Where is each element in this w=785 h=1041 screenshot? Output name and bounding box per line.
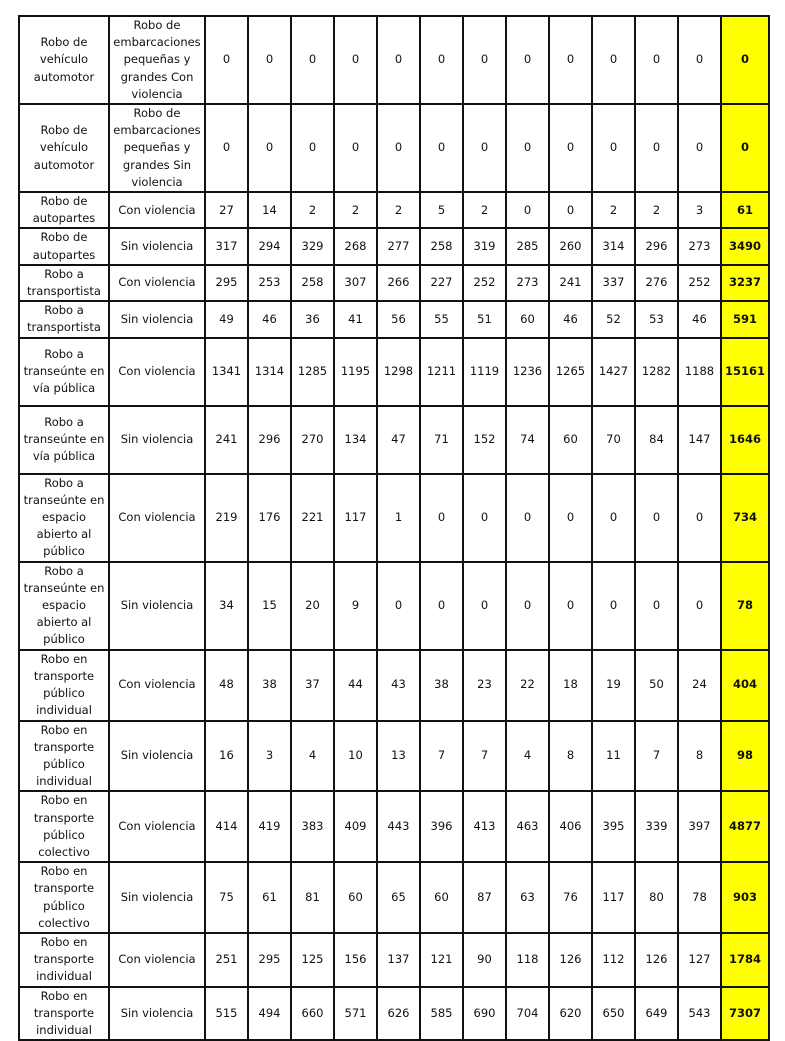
month-value-cell: 0 <box>635 104 678 192</box>
month-value-cell: 0 <box>205 16 248 104</box>
table-row <box>19 791 769 862</box>
month-value-cell: 0 <box>678 474 721 562</box>
month-value-cell: 176 <box>248 474 291 562</box>
month-value-cell: 51 <box>463 301 506 337</box>
month-value-cell: 19 <box>592 650 635 721</box>
month-value-cell: 0 <box>635 562 678 650</box>
annual-total-cell: 98 <box>721 721 769 792</box>
month-value-cell: 118 <box>506 933 549 987</box>
month-value-cell: 7 <box>635 721 678 792</box>
month-value-cell: 585 <box>420 987 463 1041</box>
month-value-cell: 0 <box>334 104 377 192</box>
month-value-cell: 1195 <box>334 338 377 406</box>
month-value-cell: 219 <box>205 474 248 562</box>
month-value-cell: 571 <box>334 987 377 1041</box>
crime-subtype-cell: Con violencia <box>109 265 205 301</box>
month-value-cell: 0 <box>291 16 334 104</box>
crime-category-cell: Robo de vehículo automotor <box>19 104 109 192</box>
month-value-cell: 10 <box>334 721 377 792</box>
month-value-cell: 43 <box>377 650 420 721</box>
month-value-cell: 397 <box>678 791 721 862</box>
month-value-cell: 0 <box>549 474 592 562</box>
month-value-cell: 241 <box>549 265 592 301</box>
month-value-cell: 3 <box>248 721 291 792</box>
month-value-cell: 137 <box>377 933 420 987</box>
month-value-cell: 0 <box>678 16 721 104</box>
annual-total-cell: 61 <box>721 192 769 228</box>
crime-subtype-cell: Robo de embarcaciones pequeñas y grandes Con violencia <box>109 16 205 104</box>
month-value-cell: 117 <box>592 862 635 933</box>
month-value-cell: 0 <box>592 474 635 562</box>
annual-total-cell: 734 <box>721 474 769 562</box>
month-value-cell: 314 <box>592 228 635 264</box>
month-value-cell: 0 <box>678 104 721 192</box>
annual-total-cell: 3237 <box>721 265 769 301</box>
month-value-cell: 307 <box>334 265 377 301</box>
month-value-cell: 44 <box>334 650 377 721</box>
month-value-cell: 18 <box>549 650 592 721</box>
month-value-cell: 650 <box>592 987 635 1041</box>
month-value-cell: 0 <box>635 474 678 562</box>
month-value-cell: 76 <box>549 862 592 933</box>
crime-category-cell: Robo a transportista <box>19 265 109 301</box>
month-value-cell: 273 <box>678 228 721 264</box>
month-value-cell: 221 <box>291 474 334 562</box>
month-value-cell: 413 <box>463 791 506 862</box>
month-value-cell: 319 <box>463 228 506 264</box>
crime-subtype-cell: Sin violencia <box>109 301 205 337</box>
month-value-cell: 252 <box>678 265 721 301</box>
month-value-cell: 52 <box>592 301 635 337</box>
month-value-cell: 80 <box>635 862 678 933</box>
month-value-cell: 49 <box>205 301 248 337</box>
annual-total-cell: 78 <box>721 562 769 650</box>
annual-total-cell: 7307 <box>721 987 769 1041</box>
month-value-cell: 16 <box>205 721 248 792</box>
month-value-cell: 0 <box>678 562 721 650</box>
month-value-cell: 620 <box>549 987 592 1041</box>
month-value-cell: 60 <box>549 406 592 474</box>
month-value-cell: 406 <box>549 791 592 862</box>
month-value-cell: 268 <box>334 228 377 264</box>
month-value-cell: 127 <box>678 933 721 987</box>
table-row <box>19 338 769 406</box>
month-value-cell: 13 <box>377 721 420 792</box>
month-value-cell: 0 <box>592 16 635 104</box>
month-value-cell: 1 <box>377 474 420 562</box>
month-value-cell: 0 <box>549 104 592 192</box>
month-value-cell: 134 <box>334 406 377 474</box>
table-row <box>19 721 769 792</box>
month-value-cell: 46 <box>248 301 291 337</box>
month-value-cell: 14 <box>248 192 291 228</box>
crime-category-cell: Robo de autopartes <box>19 192 109 228</box>
month-value-cell: 2 <box>334 192 377 228</box>
month-value-cell: 11 <box>592 721 635 792</box>
crime-category-cell: Robo a transeúnte en espacio abierto al público <box>19 562 109 650</box>
month-value-cell: 515 <box>205 987 248 1041</box>
annual-total-cell: 1646 <box>721 406 769 474</box>
month-value-cell: 23 <box>463 650 506 721</box>
crime-category-cell: Robo de vehículo automotor <box>19 16 109 104</box>
month-value-cell: 3 <box>678 192 721 228</box>
month-value-cell: 24 <box>678 650 721 721</box>
month-value-cell: 1314 <box>248 338 291 406</box>
month-value-cell: 8 <box>678 721 721 792</box>
month-value-cell: 4 <box>506 721 549 792</box>
crime-category-cell: Robo en transporte público colectivo <box>19 791 109 862</box>
month-value-cell: 396 <box>420 791 463 862</box>
month-value-cell: 227 <box>420 265 463 301</box>
month-value-cell: 0 <box>549 192 592 228</box>
month-value-cell: 0 <box>248 104 291 192</box>
month-value-cell: 0 <box>463 16 506 104</box>
month-value-cell: 253 <box>248 265 291 301</box>
month-value-cell: 1236 <box>506 338 549 406</box>
month-value-cell: 7 <box>463 721 506 792</box>
month-value-cell: 251 <box>205 933 248 987</box>
month-value-cell: 1265 <box>549 338 592 406</box>
crime-statistics-table <box>18 15 770 1041</box>
month-value-cell: 1188 <box>678 338 721 406</box>
table-row <box>19 265 769 301</box>
month-value-cell: 75 <box>205 862 248 933</box>
month-value-cell: 61 <box>248 862 291 933</box>
month-value-cell: 660 <box>291 987 334 1041</box>
month-value-cell: 117 <box>334 474 377 562</box>
crime-category-cell: Robo a transeúnte en vía pública <box>19 338 109 406</box>
month-value-cell: 60 <box>506 301 549 337</box>
month-value-cell: 1211 <box>420 338 463 406</box>
month-value-cell: 27 <box>205 192 248 228</box>
month-value-cell: 126 <box>635 933 678 987</box>
month-value-cell: 8 <box>549 721 592 792</box>
month-value-cell: 463 <box>506 791 549 862</box>
month-value-cell: 156 <box>334 933 377 987</box>
month-value-cell: 270 <box>291 406 334 474</box>
month-value-cell: 0 <box>506 104 549 192</box>
month-value-cell: 50 <box>635 650 678 721</box>
month-value-cell: 81 <box>291 862 334 933</box>
month-value-cell: 15 <box>248 562 291 650</box>
month-value-cell: 0 <box>377 16 420 104</box>
crime-category-cell: Robo a transeúnte en espacio abierto al público <box>19 474 109 562</box>
month-value-cell: 2 <box>635 192 678 228</box>
crime-category-cell: Robo en transporte público colectivo <box>19 862 109 933</box>
crime-subtype-cell: Con violencia <box>109 650 205 721</box>
month-value-cell: 152 <box>463 406 506 474</box>
month-value-cell: 121 <box>420 933 463 987</box>
month-value-cell: 56 <box>377 301 420 337</box>
crime-category-cell: Robo en transporte individual <box>19 987 109 1041</box>
table-row <box>19 474 769 562</box>
month-value-cell: 2 <box>592 192 635 228</box>
month-value-cell: 0 <box>377 562 420 650</box>
month-value-cell: 147 <box>678 406 721 474</box>
month-value-cell: 74 <box>506 406 549 474</box>
table-row <box>19 933 769 987</box>
month-value-cell: 0 <box>248 16 291 104</box>
month-value-cell: 38 <box>248 650 291 721</box>
crime-category-cell: Robo en transporte individual <box>19 933 109 987</box>
month-value-cell: 38 <box>420 650 463 721</box>
crime-subtype-cell: Robo de embarcaciones pequeñas y grandes Sin violencia <box>109 104 205 192</box>
month-value-cell: 543 <box>678 987 721 1041</box>
month-value-cell: 2 <box>291 192 334 228</box>
month-value-cell: 22 <box>506 650 549 721</box>
annual-total-cell: 15161 <box>721 338 769 406</box>
month-value-cell: 2 <box>377 192 420 228</box>
month-value-cell: 494 <box>248 987 291 1041</box>
month-value-cell: 395 <box>592 791 635 862</box>
table-row <box>19 301 769 337</box>
month-value-cell: 7 <box>420 721 463 792</box>
table-row <box>19 650 769 721</box>
table-row <box>19 406 769 474</box>
month-value-cell: 63 <box>506 862 549 933</box>
month-value-cell: 1119 <box>463 338 506 406</box>
month-value-cell: 276 <box>635 265 678 301</box>
month-value-cell: 285 <box>506 228 549 264</box>
month-value-cell: 0 <box>420 474 463 562</box>
month-value-cell: 414 <box>205 791 248 862</box>
annual-total-cell: 0 <box>721 104 769 192</box>
month-value-cell: 90 <box>463 933 506 987</box>
table-row <box>19 104 769 192</box>
month-value-cell: 5 <box>420 192 463 228</box>
crime-subtype-cell: Sin violencia <box>109 228 205 264</box>
month-value-cell: 295 <box>205 265 248 301</box>
crime-category-cell: Robo en transporte público individual <box>19 650 109 721</box>
table-row <box>19 862 769 933</box>
month-value-cell: 252 <box>463 265 506 301</box>
month-value-cell: 0 <box>463 562 506 650</box>
month-value-cell: 46 <box>678 301 721 337</box>
crime-category-cell: Robo en transporte público individual <box>19 721 109 792</box>
crime-category-cell: Robo a transeúnte en vía pública <box>19 406 109 474</box>
crime-subtype-cell: Con violencia <box>109 933 205 987</box>
month-value-cell: 53 <box>635 301 678 337</box>
month-value-cell: 2 <box>463 192 506 228</box>
crime-category-cell: Robo a transportista <box>19 301 109 337</box>
crime-subtype-cell: Con violencia <box>109 791 205 862</box>
month-value-cell: 65 <box>377 862 420 933</box>
crime-subtype-cell: Sin violencia <box>109 721 205 792</box>
month-value-cell: 1427 <box>592 338 635 406</box>
month-value-cell: 4 <box>291 721 334 792</box>
month-value-cell: 266 <box>377 265 420 301</box>
month-value-cell: 0 <box>549 562 592 650</box>
month-value-cell: 296 <box>635 228 678 264</box>
table-row <box>19 192 769 228</box>
month-value-cell: 37 <box>291 650 334 721</box>
annual-total-cell: 3490 <box>721 228 769 264</box>
month-value-cell: 704 <box>506 987 549 1041</box>
month-value-cell: 0 <box>549 16 592 104</box>
month-value-cell: 48 <box>205 650 248 721</box>
table-row <box>19 562 769 650</box>
crime-subtype-cell: Sin violencia <box>109 987 205 1041</box>
month-value-cell: 126 <box>549 933 592 987</box>
month-value-cell: 78 <box>678 862 721 933</box>
month-value-cell: 0 <box>377 104 420 192</box>
month-value-cell: 277 <box>377 228 420 264</box>
month-value-cell: 1298 <box>377 338 420 406</box>
month-value-cell: 20 <box>291 562 334 650</box>
table-row <box>19 987 769 1041</box>
month-value-cell: 71 <box>420 406 463 474</box>
month-value-cell: 1282 <box>635 338 678 406</box>
month-value-cell: 60 <box>420 862 463 933</box>
month-value-cell: 443 <box>377 791 420 862</box>
crime-subtype-cell: Con violencia <box>109 474 205 562</box>
month-value-cell: 0 <box>506 562 549 650</box>
month-value-cell: 295 <box>248 933 291 987</box>
month-value-cell: 0 <box>506 192 549 228</box>
month-value-cell: 0 <box>506 474 549 562</box>
month-value-cell: 317 <box>205 228 248 264</box>
month-value-cell: 0 <box>463 104 506 192</box>
crime-subtype-cell: Con violencia <box>109 338 205 406</box>
annual-total-cell: 903 <box>721 862 769 933</box>
month-value-cell: 55 <box>420 301 463 337</box>
month-value-cell: 409 <box>334 791 377 862</box>
month-value-cell: 0 <box>291 104 334 192</box>
month-value-cell: 294 <box>248 228 291 264</box>
annual-total-cell: 4877 <box>721 791 769 862</box>
month-value-cell: 0 <box>334 16 377 104</box>
month-value-cell: 0 <box>420 16 463 104</box>
month-value-cell: 329 <box>291 228 334 264</box>
month-value-cell: 241 <box>205 406 248 474</box>
month-value-cell: 125 <box>291 933 334 987</box>
month-value-cell: 339 <box>635 791 678 862</box>
month-value-cell: 0 <box>635 16 678 104</box>
month-value-cell: 47 <box>377 406 420 474</box>
month-value-cell: 383 <box>291 791 334 862</box>
month-value-cell: 41 <box>334 301 377 337</box>
annual-total-cell: 591 <box>721 301 769 337</box>
month-value-cell: 0 <box>463 474 506 562</box>
annual-total-cell: 1784 <box>721 933 769 987</box>
month-value-cell: 419 <box>248 791 291 862</box>
month-value-cell: 9 <box>334 562 377 650</box>
month-value-cell: 0 <box>592 562 635 650</box>
month-value-cell: 0 <box>506 16 549 104</box>
month-value-cell: 87 <box>463 862 506 933</box>
annual-total-cell: 0 <box>721 16 769 104</box>
month-value-cell: 273 <box>506 265 549 301</box>
crime-subtype-cell: Sin violencia <box>109 862 205 933</box>
month-value-cell: 258 <box>420 228 463 264</box>
month-value-cell: 258 <box>291 265 334 301</box>
month-value-cell: 0 <box>592 104 635 192</box>
month-value-cell: 1341 <box>205 338 248 406</box>
month-value-cell: 0 <box>420 562 463 650</box>
crime-category-cell: Robo de autopartes <box>19 228 109 264</box>
month-value-cell: 70 <box>592 406 635 474</box>
month-value-cell: 84 <box>635 406 678 474</box>
month-value-cell: 60 <box>334 862 377 933</box>
table-row <box>19 16 769 104</box>
month-value-cell: 112 <box>592 933 635 987</box>
crime-subtype-cell: Sin violencia <box>109 406 205 474</box>
crime-subtype-cell: Sin violencia <box>109 562 205 650</box>
annual-total-cell: 404 <box>721 650 769 721</box>
month-value-cell: 649 <box>635 987 678 1041</box>
month-value-cell: 1285 <box>291 338 334 406</box>
month-value-cell: 46 <box>549 301 592 337</box>
month-value-cell: 690 <box>463 987 506 1041</box>
month-value-cell: 36 <box>291 301 334 337</box>
month-value-cell: 260 <box>549 228 592 264</box>
month-value-cell: 337 <box>592 265 635 301</box>
month-value-cell: 0 <box>420 104 463 192</box>
month-value-cell: 34 <box>205 562 248 650</box>
month-value-cell: 296 <box>248 406 291 474</box>
month-value-cell: 0 <box>205 104 248 192</box>
table-row <box>19 228 769 264</box>
crime-subtype-cell: Con violencia <box>109 192 205 228</box>
month-value-cell: 626 <box>377 987 420 1041</box>
table-body <box>19 16 769 1040</box>
